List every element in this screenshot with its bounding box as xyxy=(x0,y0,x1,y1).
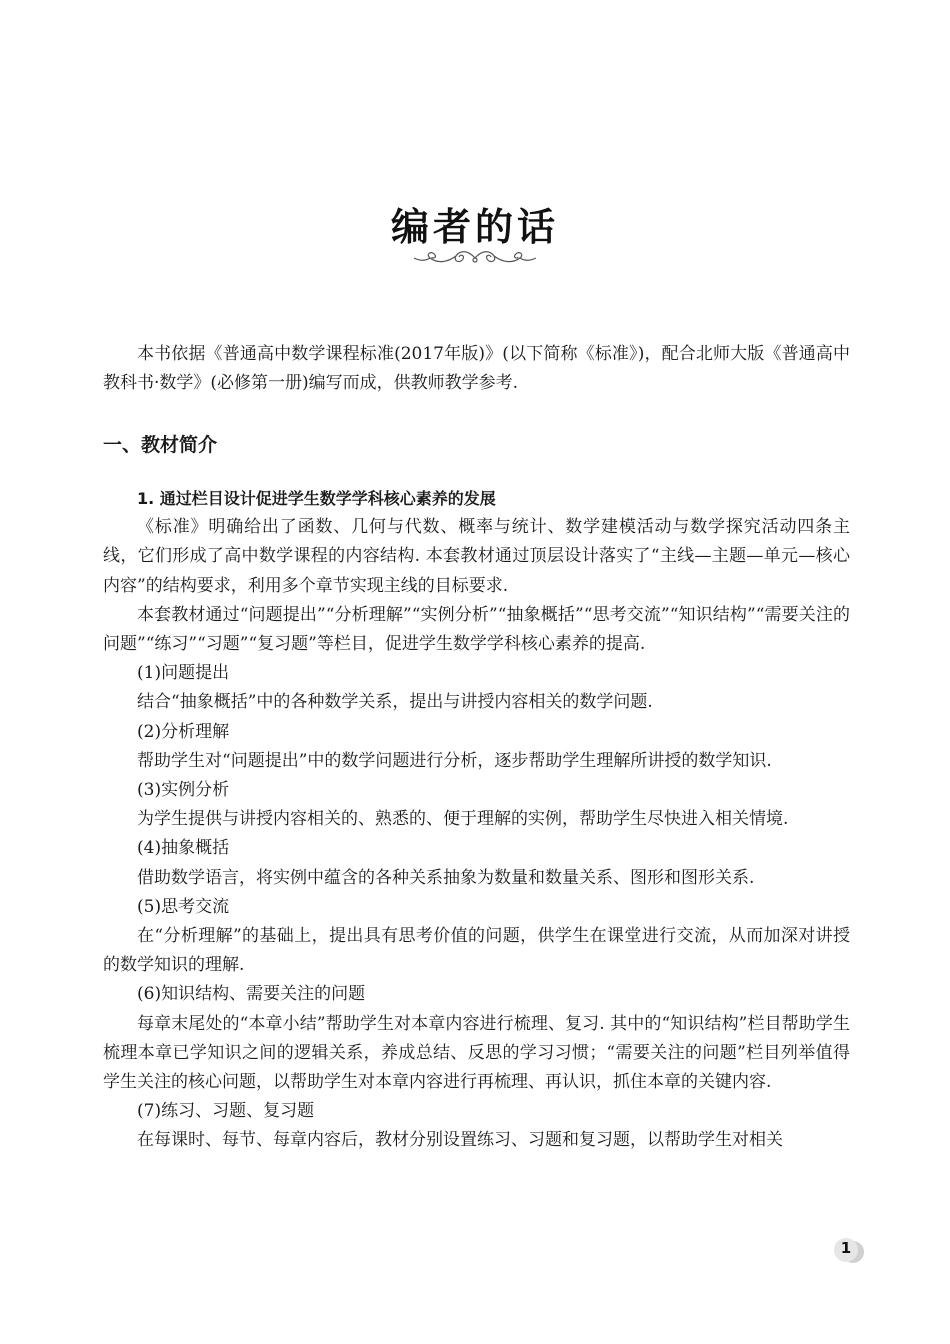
page-number-badge xyxy=(832,1238,862,1264)
body-paragraph: 本套教材通过“问题提出”“分析理解”“实例分析”“抽象概括”“思考交流”“知识结构”“需要关注的问题”“练习”“习题”“复习题”等栏目，促进学生数学学科核心素养的提高. xyxy=(103,604,850,655)
item-heading: (4)抽象概括 xyxy=(137,838,230,859)
item-heading: (3)实例分析 xyxy=(137,780,230,801)
item-text: 在每课时、每节、每章内容后，教材分别设置练习、习题和复习题，以帮助学生对相关 xyxy=(137,1130,783,1151)
item-text: 在“分析理解”的基础上，提出具有思考价值的问题，供学生在课堂进行交流，从而加深对讲授的数学知识的理解. xyxy=(103,926,850,976)
intro-paragraph: 本书依据《普通高中数学课程标准(2017年版)》(以下简称《标准》)，配合北师大版《普通高中教科书·数学》(必修第一册)编写而成，供教师教学参考. xyxy=(103,344,850,393)
body-paragraph: 《标准》明确给出了函数、几何与代数、概率与统计、数学建模活动与数学探究活动四条主线，它们形成了高中数学课程的内容结构. 本套教材通过顶层设计落实了“主线—主题—单元—核心内容”的结构要求，利用多个章节实现主线的目标要求. xyxy=(103,517,850,596)
item-heading: (7)练习、习题、复习题 xyxy=(137,1101,315,1122)
item-text: 每章末尾处的“本章小结”帮助学生对本章内容进行梳理、复习. 其中的“知识结构”栏目帮助学生梳理本章已学知识之间的逻辑关系，养成总结、反思的学习习惯；“需要关注的问题”栏目列举值得学生关注的核心问题，以帮助学生对本章内容进行再梳理、再认识，抓住本章的关键内容. xyxy=(103,1013,850,1093)
item-text: 借助数学语言，将实例中蕴含的各种关系抽象为数量和数量关系、图形和图形关系. xyxy=(137,867,755,888)
section-heading: 一、教材简介 xyxy=(103,434,218,456)
section-body xyxy=(103,484,850,1156)
item-heading: (2)分析理解 xyxy=(137,721,230,742)
page-number: 1 xyxy=(840,1239,852,1257)
item-heading: (1)问题提出 xyxy=(137,663,230,684)
item-heading: (6)知识结构、需要关注的问题 xyxy=(137,984,366,1005)
item-heading: (5)思考交流 xyxy=(137,896,230,917)
decorative-flourish-icon xyxy=(410,246,540,270)
item-text: 为学生提供与讲授内容相关的、熟悉的、便于理解的实例，帮助学生尽快进入相关情境. xyxy=(137,809,789,830)
item-text: 帮助学生对“问题提出”中的数学问题进行分析，逐步帮助学生理解所讲授的数学知识. xyxy=(137,750,772,771)
page-title: 编者的话 xyxy=(390,205,559,249)
subsection-heading: 1. 通过栏目设计促进学生数学学科核心素养的发展 xyxy=(137,489,496,508)
item-text: 结合“抽象概括”中的各种数学关系，提出与讲授内容相关的数学问题. xyxy=(137,692,653,713)
